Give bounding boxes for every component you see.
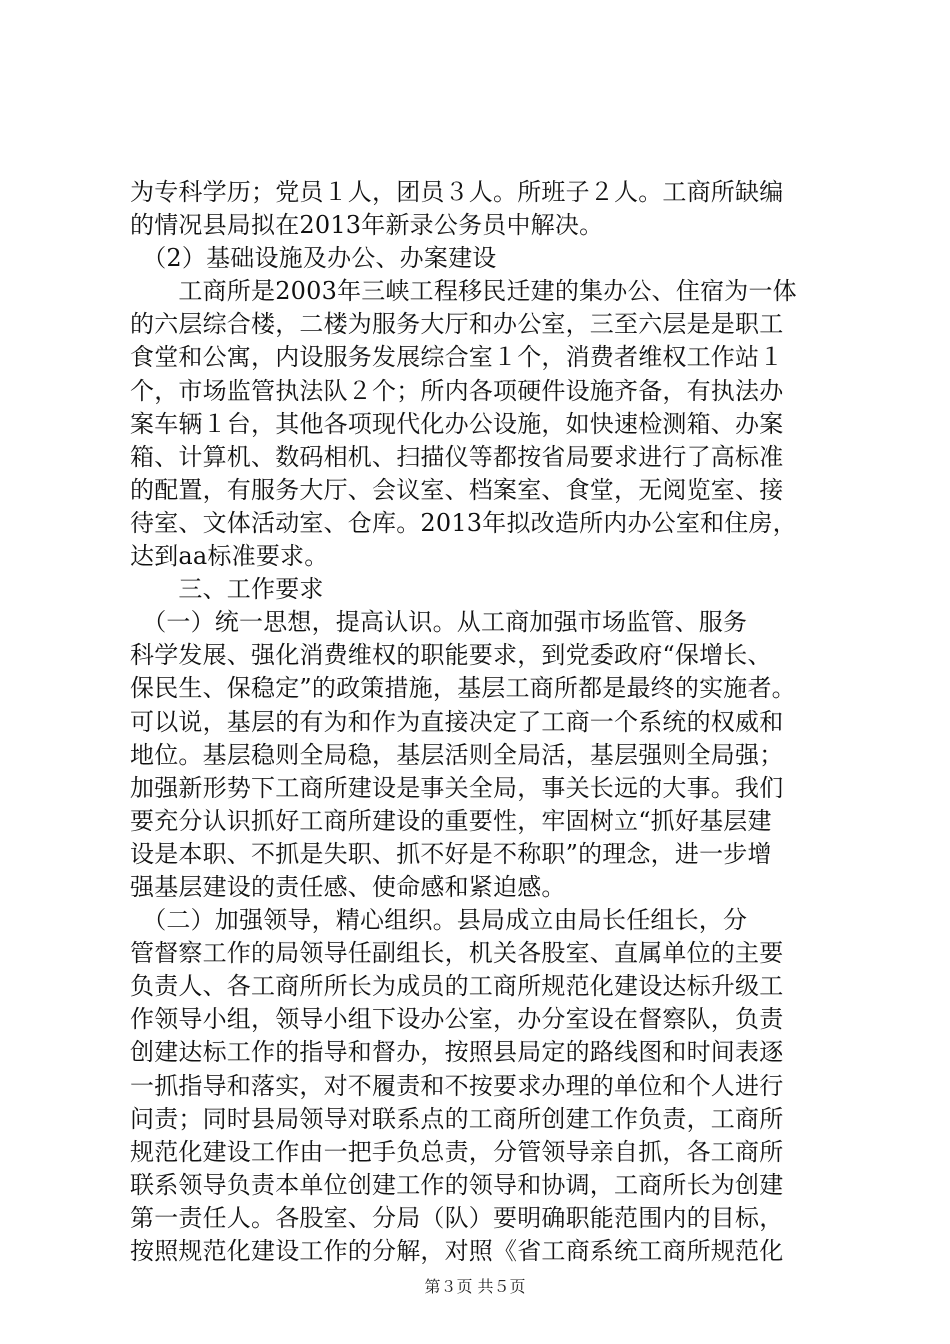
text-line: （一）统一思想，提高认识。从工商加强市场监管、服务 bbox=[130, 608, 748, 637]
text-line: 食堂和公寓，内设服务发展综合室１个，消费者维权工作站１ bbox=[130, 343, 784, 372]
text-line: 创建达标工作的指导和督办，按照县局定的路线图和时间表逐 bbox=[130, 1038, 784, 1067]
text-line: 加强新形势下工商所建设是事关全局，事关长远的大事。我们 bbox=[130, 773, 784, 802]
text-line: 的六层综合楼，二楼为服务大厅和办公室，三至六层是是职工 bbox=[130, 310, 784, 339]
text-line: 案车辆１台，其他各项现代化办公设施，如快速检测箱、办案 bbox=[130, 409, 784, 438]
text-line: 第一责任人。各股室、分局（队）要明确职能范围内的目标， bbox=[130, 1203, 784, 1232]
text-line: 作领导小组，领导小组下设办公室，办分室设在督察队，负责 bbox=[130, 1005, 784, 1034]
text-line: 可以说，基层的有为和作为直接决定了工商一个系统的权威和 bbox=[130, 707, 784, 736]
section-heading: 三、工作要求 bbox=[130, 575, 324, 604]
document-body bbox=[130, 176, 830, 1268]
text-line: 负责人、各工商所所长为成员的工商所规范化建设达标升级工 bbox=[130, 972, 784, 1001]
text-line: 一抓指导和落实，对不履责和不按要求办理的单位和个人进行 bbox=[130, 1071, 784, 1100]
text-line: （二）加强领导，精心组织。县局成立由局长任组长，分 bbox=[130, 906, 748, 935]
text-line: 箱、计算机、数码相机、扫描仪等都按省局要求进行了高标准 bbox=[130, 442, 784, 471]
text-line: 规范化建设工作由一把手负总责，分管领导亲自抓，各工商所 bbox=[130, 1137, 784, 1166]
text-line: 待室、文体活动室、仓库。2013年拟改造所内办公室和住房， bbox=[130, 508, 797, 537]
text-line: 管督察工作的局领导任副组长，机关各股室、直属单位的主要 bbox=[130, 939, 784, 968]
text-line: 强基层建设的责任感、使命感和紧迫感。 bbox=[130, 872, 566, 901]
text-line: 为专科学历；党员１人，团员３人。所班子２人。工商所缺编 bbox=[130, 178, 784, 206]
text-line: 工商所是2003年三峡工程移民迁建的集办公、住宿为一体 bbox=[130, 277, 797, 306]
text-line: 联系领导负责本单位创建工作的领导和协调，工商所长为创建 bbox=[130, 1170, 784, 1199]
text-line: 按照规范化建设工作的分解，对照《省工商系统工商所规范化 bbox=[130, 1237, 784, 1265]
text-line: 科学发展、强化消费维权的职能要求，到党委政府“保增长、 bbox=[130, 641, 772, 670]
text-line: 保民生、保稳定”的政策措施，基层工商所都是最终的实施者。 bbox=[130, 674, 796, 703]
text-line: 地位。基层稳则全局稳，基层活则全局活，基层强则全局强； bbox=[130, 740, 784, 769]
text-line: 设是本职、不抓是失职、抓不好是不称职”的理念，进一步增 bbox=[130, 839, 772, 868]
section-heading: （2）基础设施及办公、办案建设 bbox=[130, 244, 497, 273]
text-line: 的情况县局拟在2013年新录公务员中解决。 bbox=[130, 211, 604, 240]
text-line: 达到aa标准要求。 bbox=[130, 542, 329, 571]
text-line: 要充分认识抓好工商所建设的重要性，牢固树立“抓好基层建 bbox=[130, 806, 772, 835]
text-line: 个，市场监管执法队２个；所内各项硬件设施齐备，有执法办 bbox=[130, 376, 784, 405]
text-line: 的配置，有服务大厅、会议室、档案室、食堂，无阅览室、接 bbox=[130, 475, 784, 504]
page-footer: 第３页 共５页 bbox=[424, 1277, 526, 1296]
text-line: 问责；同时县局领导对联系点的工商所创建工作负责，工商所 bbox=[130, 1104, 784, 1133]
